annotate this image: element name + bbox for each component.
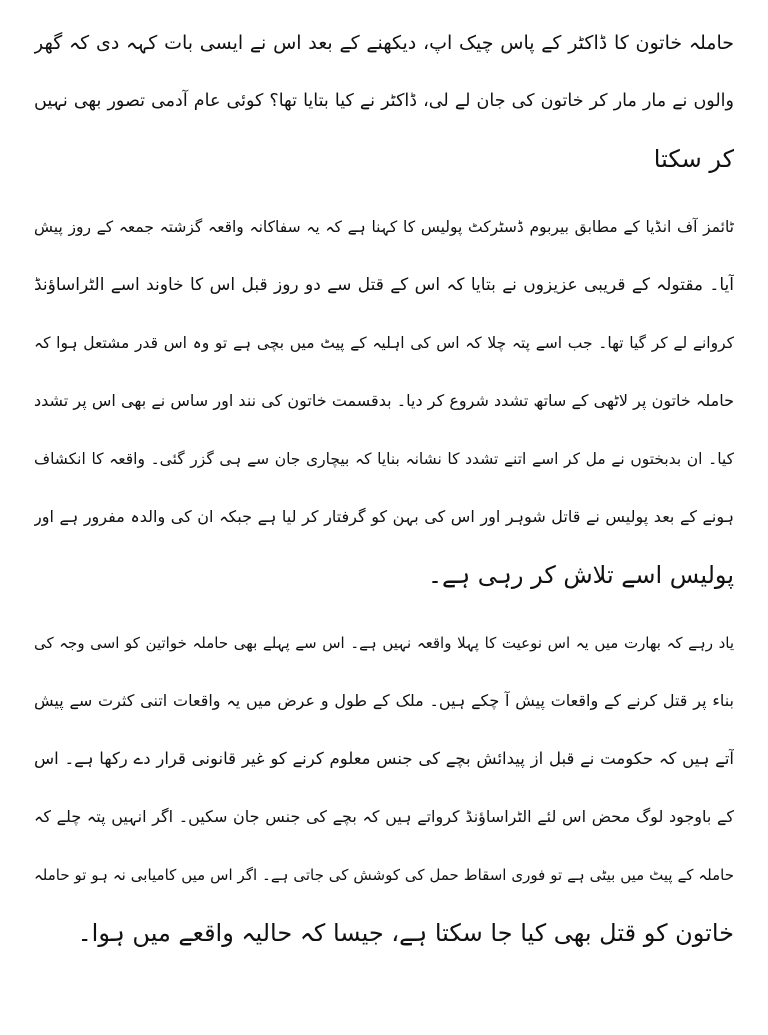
text-line: حاملہ خاتون کا ڈاکٹر کے پاس چیک اپ، دیکھنے کے بعد اس نے ایسی بات کہہ دی کہ گھر xyxy=(34,32,734,54)
body-paragraph-1 xyxy=(34,198,734,604)
text-line: بناء پر قتل کرنے کے واقعات پیش آ چکے ہیں۔ ملک کے طول و عرض میں یہ واقعات اتنی کثرت سے پیش xyxy=(34,691,734,710)
paragraph-spacer xyxy=(34,604,734,614)
text-line: آتے ہیں کہ حکومت نے قبل از پیدائش بچے کی جنس معلوم کرنے کو غیر قانونی قرار دے رکھا ہے۔ اس xyxy=(34,749,734,768)
text-line: حاملہ کے پیٹ میں بیٹی ہے تو فوری اسقاط حمل کی کوشش کی جاتی ہے۔ اگر اس میں کامیابی نہ ہو تو حاملہ xyxy=(34,866,734,884)
paragraph-spacer xyxy=(34,188,734,198)
text-line: آیا۔ مقتولہ کے قریبی عزیزوں نے بتایا کہ اس کے قتل سے دو روز قبل اس کا خاوند اسے الٹراساؤنڈ xyxy=(34,275,734,295)
text-line: یاد رہے کہ بھارت میں یہ اس نوعیت کا پہلا واقعہ نہیں ہے۔ اس سے پہلے بھی حاملہ خواتین کو اسی وجہ کی xyxy=(34,634,734,652)
text-line: حاملہ خاتون پر لاٹھی کے ساتھ تشدد شروع کر دیا۔ بدقسمت خاتون کی نند اور ساس نے بھی اس پر تشدد xyxy=(34,391,734,410)
text-line: پولیس اسے تلاش کر رہی ہے۔ xyxy=(427,561,734,589)
text-line: ہونے کے بعد پولیس نے قاتل شوہر اور اس کی بہن کو گرفتار کر لیا ہے جبکہ ان کی والدہ مفرور ہے اور xyxy=(34,507,734,526)
body-paragraph-2 xyxy=(34,614,734,962)
text-line: کروانے لے کر گیا تھا۔ جب اسے پتہ چلا کہ اس کی اہلیہ کے پیٹ میں بچی ہے تو وہ اس قدر مشتعل ہوا کہ xyxy=(34,334,734,352)
headline-paragraph xyxy=(34,14,734,188)
text-line: کیا۔ ان بدبختوں نے مل کر اسے اتنے تشدد کا نشانہ بنایا کہ بیچاری جان سے ہی گزر گئی۔ واقعہ کا انکشاف xyxy=(34,450,734,468)
text-line: کے باوجود لوگ محض اس لئے الٹراساؤنڈ کرواتے ہیں کہ بچے کی جنس جان سکیں۔ اگر انہیں پتہ چلے کہ xyxy=(34,807,734,826)
text-line: ٹائمز آف انڈیا کے مطابق بیربوم ڈسٹرکٹ پولیس کا کہنا ہے کہ یہ سفاکانہ واقعہ گزشتہ جمعہ کے روز پیش xyxy=(34,218,734,236)
text-line: والوں نے مار مار کر خاتون کی جان لے لی، ڈاکٹر نے کیا بتایا تھا؟ کوئی عام آدمی تصور بھی نہیں xyxy=(34,91,734,111)
text-line: خاتون کو قتل بھی کیا جا سکتا ہے، جیسا کہ حالیہ واقعے میں ہوا۔ xyxy=(77,919,734,947)
text-line: کر سکتا xyxy=(653,145,734,173)
